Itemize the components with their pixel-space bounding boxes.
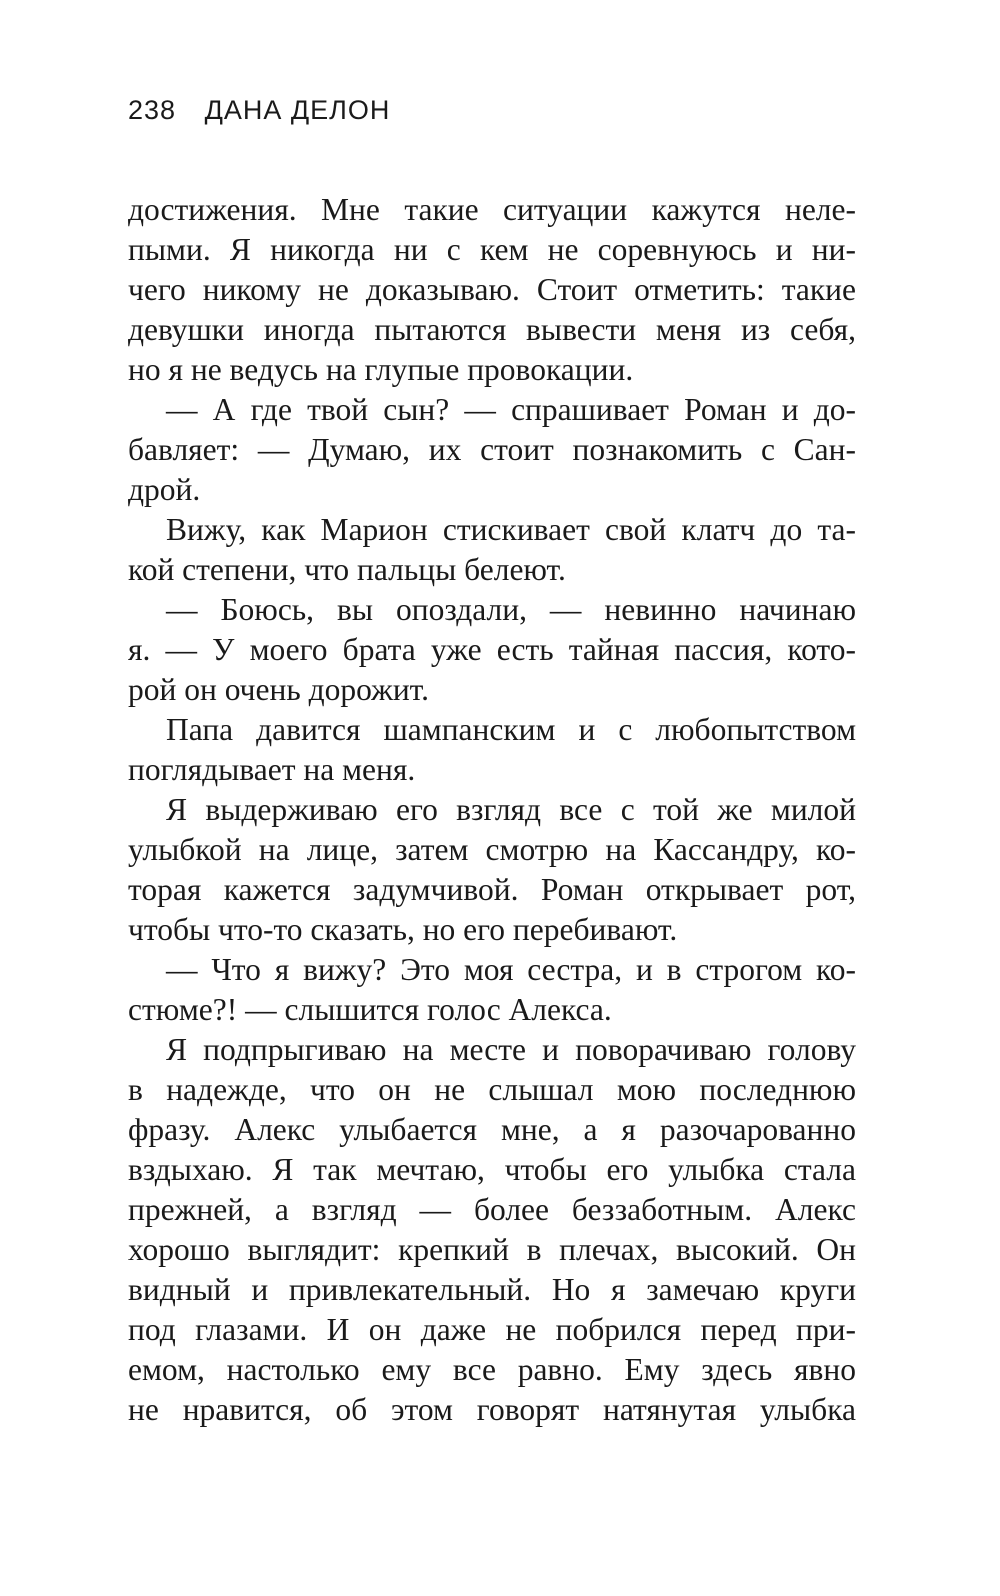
text-line: хорошо выглядит: крепкий в плечах, высокий. Он bbox=[128, 1232, 856, 1267]
page-number: 238 bbox=[128, 95, 177, 125]
text-line: Я выдерживаю его взгляд все с той же милой bbox=[166, 792, 856, 827]
text-line: вздыхаю. Я так мечтаю, чтобы его улыбка стала bbox=[128, 1152, 856, 1187]
text-line: Вижу, как Марион стискивает свой клатч до та- bbox=[166, 512, 856, 547]
text-line: поглядывает на меня. bbox=[128, 752, 416, 787]
text-line: достижения. Мне такие ситуации кажутся неле- bbox=[128, 192, 856, 227]
text-line: Я подпрыгиваю на месте и поворачиваю голову bbox=[166, 1032, 856, 1067]
text-line: я. — У моего брата уже есть тайная пассия, кото- bbox=[128, 632, 856, 667]
text-line: пыми. Я никогда ни с кем не соревнуюсь и ни- bbox=[128, 232, 856, 267]
text-line: — Что я вижу? Это моя сестра, и в строгом ко- bbox=[166, 952, 856, 987]
text-line: торая кажется задумчивой. Роман открывает рот, bbox=[128, 872, 856, 907]
text-line: — А где твой сын? — спрашивает Роман и до- bbox=[166, 392, 856, 427]
running-header bbox=[128, 92, 390, 128]
text-line: улыбкой на лице, затем смотрю на Кассандру, ко- bbox=[128, 832, 856, 867]
author-name: ДАНА ДЕЛОН bbox=[204, 95, 391, 125]
text-line: в надежде, что он не слышал мою последнюю bbox=[128, 1072, 856, 1107]
text-line: емом, настолько ему все равно. Ему здесь явно bbox=[128, 1352, 856, 1387]
text-line: кой степени, что пальцы белеют. bbox=[128, 552, 566, 587]
body-text bbox=[128, 190, 856, 1430]
text-line: видный и привлекательный. Но я замечаю круги bbox=[128, 1272, 856, 1307]
text-line: девушки иногда пытаются вывести меня из себя, bbox=[128, 312, 856, 347]
text-line: стюме?! — слышится голос Алекса. bbox=[128, 992, 612, 1027]
text-line: фразу. Алекс улыбается мне, а я разочарованно bbox=[128, 1112, 856, 1147]
text-line: чтобы что-то сказать, но его перебивают. bbox=[128, 912, 678, 947]
text-line: под глазами. И он даже не побрился перед при- bbox=[128, 1312, 856, 1347]
text-line: бавляет: — Думаю, их стоит познакомить с Сан- bbox=[128, 432, 856, 467]
text-line: прежней, а взгляд — более беззаботным. Алекс bbox=[128, 1192, 856, 1227]
text-line: не нравится, об этом говорят натянутая улыбка bbox=[128, 1392, 856, 1427]
text-line: рой он очень дорожит. bbox=[128, 672, 429, 707]
text-line: но я не ведусь на глупые провокации. bbox=[128, 352, 634, 387]
text-line: — Боюсь, вы опоздали, — невинно начинаю bbox=[166, 592, 856, 627]
text-line: чего никому не доказываю. Стоит отметить: такие bbox=[128, 272, 856, 307]
text-line: дрой. bbox=[128, 472, 201, 507]
text-line: Папа давится шампанским и с любопытством bbox=[166, 712, 856, 747]
